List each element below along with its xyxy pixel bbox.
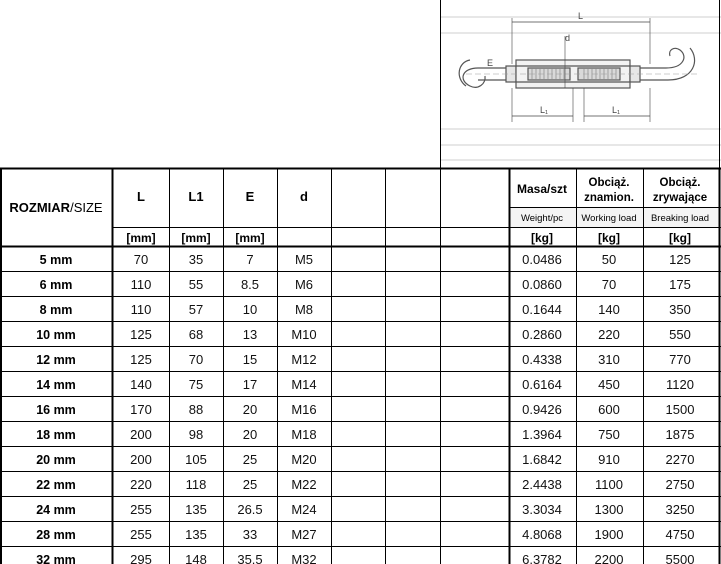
cell-size: 16 mm [36, 403, 76, 417]
col-header-L1: L1 [188, 189, 204, 204]
cell-breaking-load: 2270 [665, 452, 695, 467]
cell-breaking-load: 5500 [665, 552, 695, 564]
cell-L: 200 [130, 452, 152, 467]
cell-L1: 57 [188, 302, 204, 317]
table-row [0, 527, 721, 547]
mass-unit: [kg] [531, 231, 553, 245]
size-header [9, 200, 103, 215]
drawing-label-L1-left: L₁ [540, 105, 549, 115]
cell-E: 10 [242, 302, 258, 317]
size-header-bold: ROZMIAR [9, 200, 71, 215]
drawing-label-L1-right: L₁ [612, 105, 621, 115]
cell-working-load: 220 [598, 327, 620, 342]
cell-working-load: 450 [598, 377, 620, 392]
cell-mass: 2.4438 [522, 477, 562, 492]
table-row [0, 277, 721, 297]
cell-size: 12 mm [36, 353, 76, 367]
table-row [0, 452, 721, 472]
cell-mass: 1.3964 [522, 427, 562, 442]
cell-size: 28 mm [36, 528, 76, 542]
cell-d: M12 [291, 352, 317, 367]
table-body [0, 252, 721, 564]
mass-subheader: Weight/pc [520, 213, 564, 224]
cell-L: 140 [130, 377, 152, 392]
cell-L: 255 [130, 527, 152, 542]
drawing-label-L: L [578, 11, 584, 21]
cell-size: 18 mm [36, 428, 76, 442]
unit-E: [mm] [235, 231, 265, 245]
cell-E: 15 [242, 352, 258, 367]
cell-L1: 70 [188, 352, 204, 367]
cell-E: 35.5 [237, 552, 263, 564]
cell-d: M8 [294, 302, 314, 317]
cell-d: M32 [291, 552, 317, 564]
cell-L: 295 [130, 552, 152, 564]
cell-L: 110 [130, 302, 152, 317]
cell-E: 33 [242, 527, 258, 542]
drawing-label-E: E [487, 58, 494, 68]
cell-E: 20 [242, 402, 258, 417]
table-row [0, 402, 721, 422]
table-row [0, 252, 721, 272]
cell-d: M18 [291, 427, 317, 442]
cell-size: 8 mm [39, 303, 73, 317]
cell-L: 70 [133, 252, 149, 267]
breaking-load-header-1: Obciąż. [659, 177, 701, 189]
cell-mass: 0.0486 [522, 252, 562, 267]
cell-L1: 118 [185, 477, 207, 492]
cell-d: M20 [291, 452, 317, 467]
cell-mass: 3.3034 [522, 502, 562, 517]
cell-breaking-load: 2750 [665, 477, 695, 492]
cell-size: 6 mm [39, 278, 73, 292]
cell-d: M14 [291, 377, 317, 392]
cell-L: 125 [130, 352, 152, 367]
cell-working-load: 50 [601, 252, 617, 267]
breaking-load-subheader: Breaking load [650, 213, 710, 224]
cell-working-load: 2200 [594, 552, 624, 564]
cell-size: 32 mm [36, 553, 76, 564]
cell-d: M10 [291, 327, 317, 342]
cell-L: 125 [130, 327, 152, 342]
cell-breaking-load: 125 [669, 252, 691, 267]
cell-mass: 0.0860 [522, 277, 562, 292]
drawing-label-d: d [565, 33, 571, 43]
cell-d: M5 [294, 252, 314, 267]
cell-breaking-load: 175 [669, 277, 691, 292]
cell-breaking-load: 770 [669, 352, 691, 367]
cell-working-load: 140 [598, 302, 620, 317]
cell-L1: 98 [188, 427, 204, 442]
cell-L1: 105 [185, 452, 207, 467]
cell-breaking-load: 3250 [665, 502, 695, 517]
cell-L1: 148 [185, 552, 207, 564]
cell-working-load: 70 [601, 277, 617, 292]
cell-E: 8.5 [240, 277, 260, 292]
working-load-header-2: znamion. [584, 192, 634, 204]
col-header-E: E [245, 189, 255, 204]
cell-L1: 135 [185, 527, 207, 542]
cell-working-load: 1100 [595, 477, 623, 492]
cell-d: M27 [291, 527, 317, 542]
cell-working-load: 1900 [594, 527, 624, 542]
cell-mass: 0.6164 [522, 377, 562, 392]
cell-size: 20 mm [36, 453, 76, 467]
unit-L: [mm] [126, 231, 156, 245]
cell-mass: 0.2860 [522, 327, 562, 342]
cell-L1: 68 [188, 327, 204, 342]
cell-working-load: 1300 [594, 502, 624, 517]
table-row [0, 502, 721, 522]
cell-E: 25 [242, 452, 258, 467]
cell-working-load: 600 [598, 402, 620, 417]
cell-working-load: 910 [598, 452, 620, 467]
unit-L1: [mm] [181, 231, 211, 245]
mass-header: Masa/szt [516, 182, 568, 196]
cell-size: 5 mm [39, 253, 73, 267]
cell-breaking-load: 4750 [665, 527, 695, 542]
cell-E: 20 [242, 427, 258, 442]
col-header-L: L [137, 189, 145, 204]
drawing-area [441, 0, 721, 168]
table-row [0, 377, 721, 397]
cell-breaking-load: 550 [669, 327, 691, 342]
cell-mass: 0.9426 [522, 402, 562, 417]
table-header [0, 169, 721, 247]
table-row [0, 302, 721, 322]
cell-working-load: 750 [598, 427, 620, 442]
cell-L: 220 [130, 477, 152, 492]
cell-d: M16 [291, 402, 317, 417]
table-row [0, 552, 721, 564]
table-row [0, 352, 721, 372]
size-header-normal: /SIZE [70, 200, 103, 215]
cell-breaking-load: 1875 [665, 427, 695, 442]
breaking-load-header-2: zrywające [652, 192, 708, 204]
table-row [0, 327, 721, 347]
cell-E: 7 [246, 252, 254, 267]
cell-d: M24 [291, 502, 317, 517]
cell-size: 14 mm [36, 378, 76, 392]
cell-L1: 35 [188, 252, 204, 267]
working-load-unit: [kg] [598, 231, 620, 245]
working-load-subheader: Working load [581, 213, 637, 224]
cell-E: 25 [242, 477, 258, 492]
cell-d: M22 [291, 477, 317, 492]
cell-mass: 4.8068 [522, 527, 562, 542]
cell-breaking-load: 1500 [665, 402, 695, 417]
cell-E: 17 [242, 377, 258, 392]
cell-L1: 55 [188, 277, 204, 292]
table-row [0, 427, 721, 447]
cell-working-load: 310 [598, 352, 620, 367]
cell-L1: 75 [188, 377, 204, 392]
cell-size: 24 mm [36, 503, 76, 517]
cell-breaking-load: 1120 [666, 377, 694, 392]
cell-L: 255 [130, 502, 152, 517]
cell-E: 26.5 [237, 502, 263, 517]
cell-L1: 135 [185, 502, 207, 517]
cell-mass: 6.3782 [522, 552, 562, 564]
cell-breaking-load: 350 [669, 302, 691, 317]
cell-size: 22 mm [36, 478, 76, 492]
cell-d: M6 [294, 277, 314, 292]
table-row [0, 477, 721, 497]
cell-mass: 0.4338 [522, 352, 562, 367]
turnbuckle-drawing [459, 18, 700, 122]
col-header-d: d [300, 189, 308, 204]
cell-L: 110 [130, 277, 152, 292]
cell-L: 200 [130, 427, 152, 442]
cell-E: 13 [242, 327, 258, 342]
cell-L1: 88 [188, 402, 204, 417]
cell-size: 10 mm [36, 328, 76, 342]
cell-L: 170 [130, 402, 152, 417]
cell-mass: 1.6842 [522, 452, 562, 467]
breaking-load-unit: [kg] [669, 231, 691, 245]
working-load-header-1: Obciąż. [588, 177, 630, 189]
cell-mass: 0.1644 [522, 302, 562, 317]
